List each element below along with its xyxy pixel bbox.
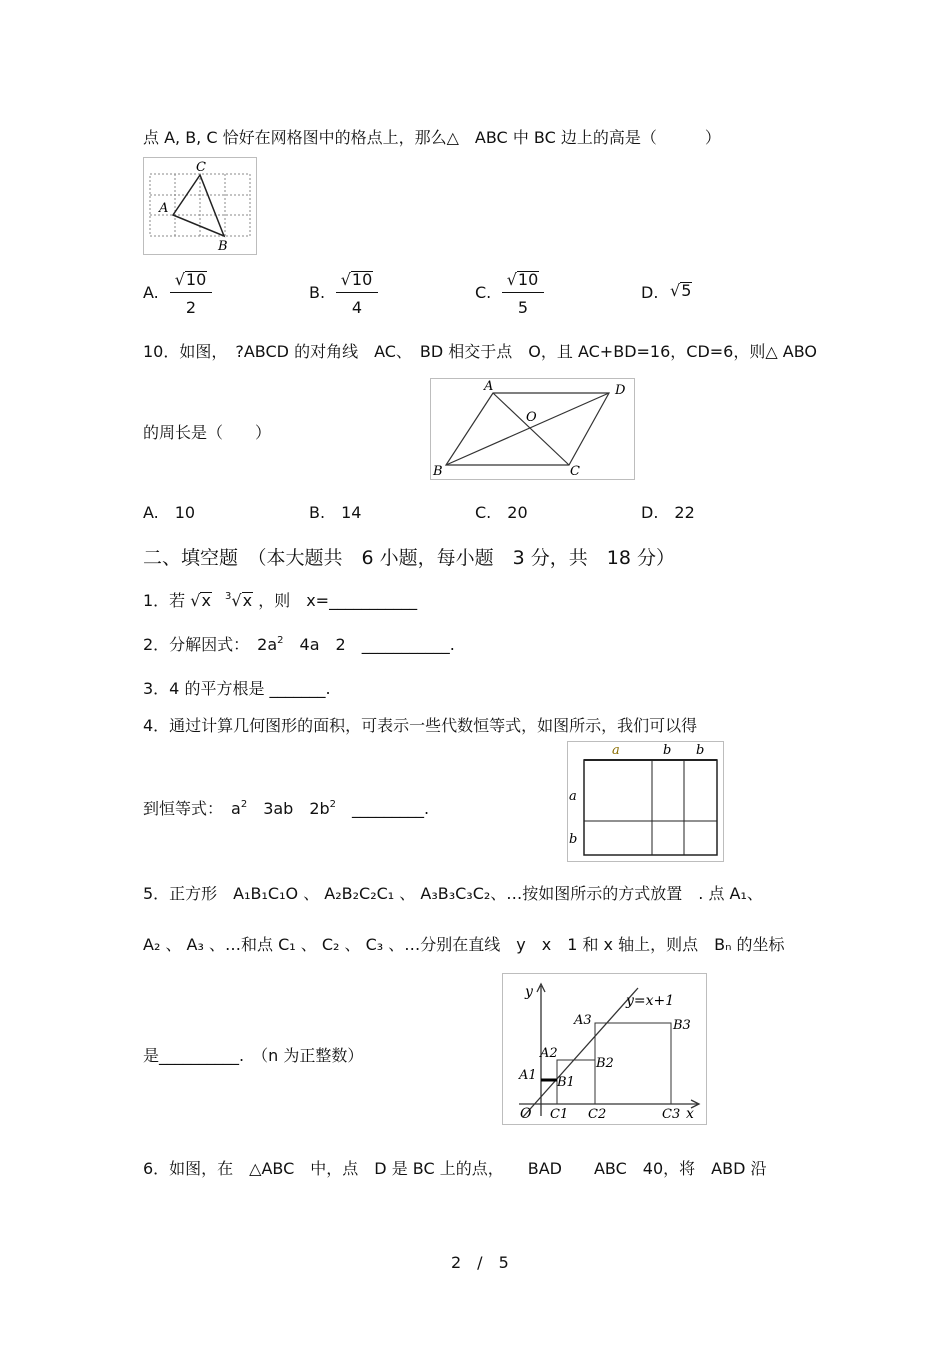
fill-q4-label-left-a: a bbox=[569, 789, 577, 804]
fill-q4-line2 bbox=[143, 796, 429, 819]
fill-q5-label-x: x bbox=[686, 1106, 694, 1122]
fill-q4-exp-1: 2 bbox=[240, 799, 248, 810]
fill-q4-label-top-a: a bbox=[612, 743, 620, 758]
q9-opt-c-num: 10 bbox=[517, 270, 539, 289]
fill-q5-label-line: y=x+1 bbox=[626, 993, 675, 1009]
fill-q1-radicand-2: x bbox=[242, 591, 253, 610]
fill-q4-label-top-b1: b bbox=[663, 743, 672, 758]
fill-q1-post: ，则 x=___________ bbox=[258, 591, 418, 610]
fill-q1-root-index: 3 bbox=[225, 591, 232, 602]
area-rectangle-diagram bbox=[568, 742, 723, 861]
q9-figure bbox=[143, 157, 257, 255]
fill-q1-radicand-1: x bbox=[201, 591, 211, 610]
fill-q2-pre: 2．分解因式： 2a bbox=[143, 635, 278, 654]
q9-label-a: A bbox=[159, 201, 169, 216]
squares-on-line-diagram bbox=[503, 974, 706, 1124]
q10-label-a: A bbox=[484, 379, 494, 394]
q9-opt-b-frac: √10 4 bbox=[336, 270, 378, 318]
q10-option-b: B. 14 bbox=[309, 503, 362, 522]
q9-label-b: B bbox=[218, 239, 228, 254]
q9-opt-c-frac: √10 5 bbox=[502, 270, 544, 318]
fill-q4-figure bbox=[567, 741, 724, 862]
q10-label-d: D bbox=[615, 383, 626, 398]
q9-opt-c-den: 5 bbox=[517, 298, 529, 317]
fill-q5-figure bbox=[502, 973, 707, 1125]
q9-opt-a-frac: √10 2 bbox=[170, 270, 212, 318]
fill-q5-label-b1: B1 bbox=[557, 1075, 575, 1090]
fill-q1-pre: 1．若 bbox=[143, 591, 186, 610]
fill-q5-line3: 是__________. （n 为正整数） bbox=[143, 1046, 364, 1065]
fill-q5-label-o: O bbox=[520, 1106, 532, 1122]
q10-label-o: O bbox=[526, 410, 537, 425]
fill-q4-label-top-b2: b bbox=[696, 743, 705, 758]
q9-opt-d-value: √5 bbox=[670, 281, 692, 300]
page-number: 2 / 5 bbox=[451, 1253, 509, 1272]
fill-q3: 3．4 的平方根是 _______. bbox=[143, 679, 331, 698]
fill-q5-label-a1: A1 bbox=[519, 1068, 537, 1083]
fill-q2 bbox=[143, 632, 455, 655]
q10-stem: 10．如图， ?ABCD 的对角线 AC、 BD 相交于点 O，且 AC+BD=16，CD=6，则△ ABO bbox=[143, 342, 817, 361]
q9-opt-b-num: 10 bbox=[351, 270, 373, 289]
fill-q4-line2-pre: 到恒等式： a bbox=[143, 799, 241, 818]
triangle-grid-diagram bbox=[144, 158, 256, 254]
q10-label-b: B bbox=[433, 464, 443, 479]
q9-opt-c-label: C. bbox=[475, 283, 492, 302]
q10-label-c: C bbox=[570, 464, 580, 479]
fill-q4-line2-mid: 3ab 2b bbox=[247, 799, 330, 818]
fill-q2-exp: 2 bbox=[277, 635, 284, 646]
q9-stem: 点 A, B, C 恰好在网格图中的格点上，那么△ ABC 中 BC 边上的高是（ ） bbox=[143, 128, 721, 147]
parallelogram-diagram bbox=[431, 379, 634, 479]
fill-q4-line2-post: _________. bbox=[336, 799, 430, 818]
fill-q6: 6．如图，在 △ABC 中，点 D 是 BC 上的点， BAD ABC 40，将 ABD 沿 bbox=[143, 1159, 767, 1178]
q10-figure bbox=[430, 378, 635, 480]
fill-q4-stem: 4．通过计算几何图形的面积，可表示一些代数恒等式，如图所示，我们可以得 bbox=[143, 716, 698, 735]
fill-q5-label-y: y bbox=[525, 984, 533, 1000]
fill-q5-label-c3: C3 bbox=[662, 1107, 681, 1122]
q9-opt-b-label: B. bbox=[309, 283, 326, 302]
q10-stem-2: 的周长是（ ） bbox=[143, 423, 272, 442]
fill-q5-label-b3: B3 bbox=[673, 1018, 691, 1033]
fill-q4-exp-2: 2 bbox=[329, 799, 337, 810]
fill-q2-post: 4a 2 ___________. bbox=[283, 635, 455, 654]
fill-q5-line1: 5．正方形 A₁B₁C₁O 、 A₂B₂C₂C₁ 、 A₃B₃C₃C₂、…按如图所示的方式放置 . 点 A₁、 bbox=[143, 884, 763, 903]
fill-q1: 1．若 √x $^3$√x ，则 x=___________ bbox=[143, 591, 418, 610]
section2-title: 二、填空题 （本大题共 6 小题，每小题 3 分，共 18 分） bbox=[143, 547, 675, 569]
q9-label-c: C bbox=[196, 160, 206, 175]
q10-option-c: C. 20 bbox=[475, 503, 528, 522]
q9-opt-d-label: D. bbox=[641, 283, 659, 302]
q9-opt-a-den: 2 bbox=[185, 298, 197, 317]
fill-q5-label-c2: C2 bbox=[588, 1107, 607, 1122]
fill-q5-line2: A₂ 、 A₃ 、…和点 C₁ 、 C₂ 、 C₃ 、…分别在直线 y x 1 和 x 轴上，则点 Bₙ 的坐标 bbox=[143, 935, 785, 954]
q10-option-d: D. 22 bbox=[641, 503, 695, 522]
q9-opt-b-den: 4 bbox=[351, 298, 363, 317]
q9-opt-a-label: A. bbox=[143, 283, 159, 302]
q9-opt-a-num: 10 bbox=[185, 270, 207, 289]
q10-option-a: A. 10 bbox=[143, 503, 196, 522]
fill-q5-label-a2: A2 bbox=[540, 1046, 558, 1061]
q9-opt-d-radicand: 5 bbox=[681, 281, 692, 300]
fill-q4-label-left-b: b bbox=[569, 832, 578, 847]
fill-q5-label-a3: A3 bbox=[574, 1013, 592, 1028]
fill-q5-label-b2: B2 bbox=[596, 1056, 614, 1071]
fill-q5-label-c1: C1 bbox=[550, 1107, 569, 1122]
